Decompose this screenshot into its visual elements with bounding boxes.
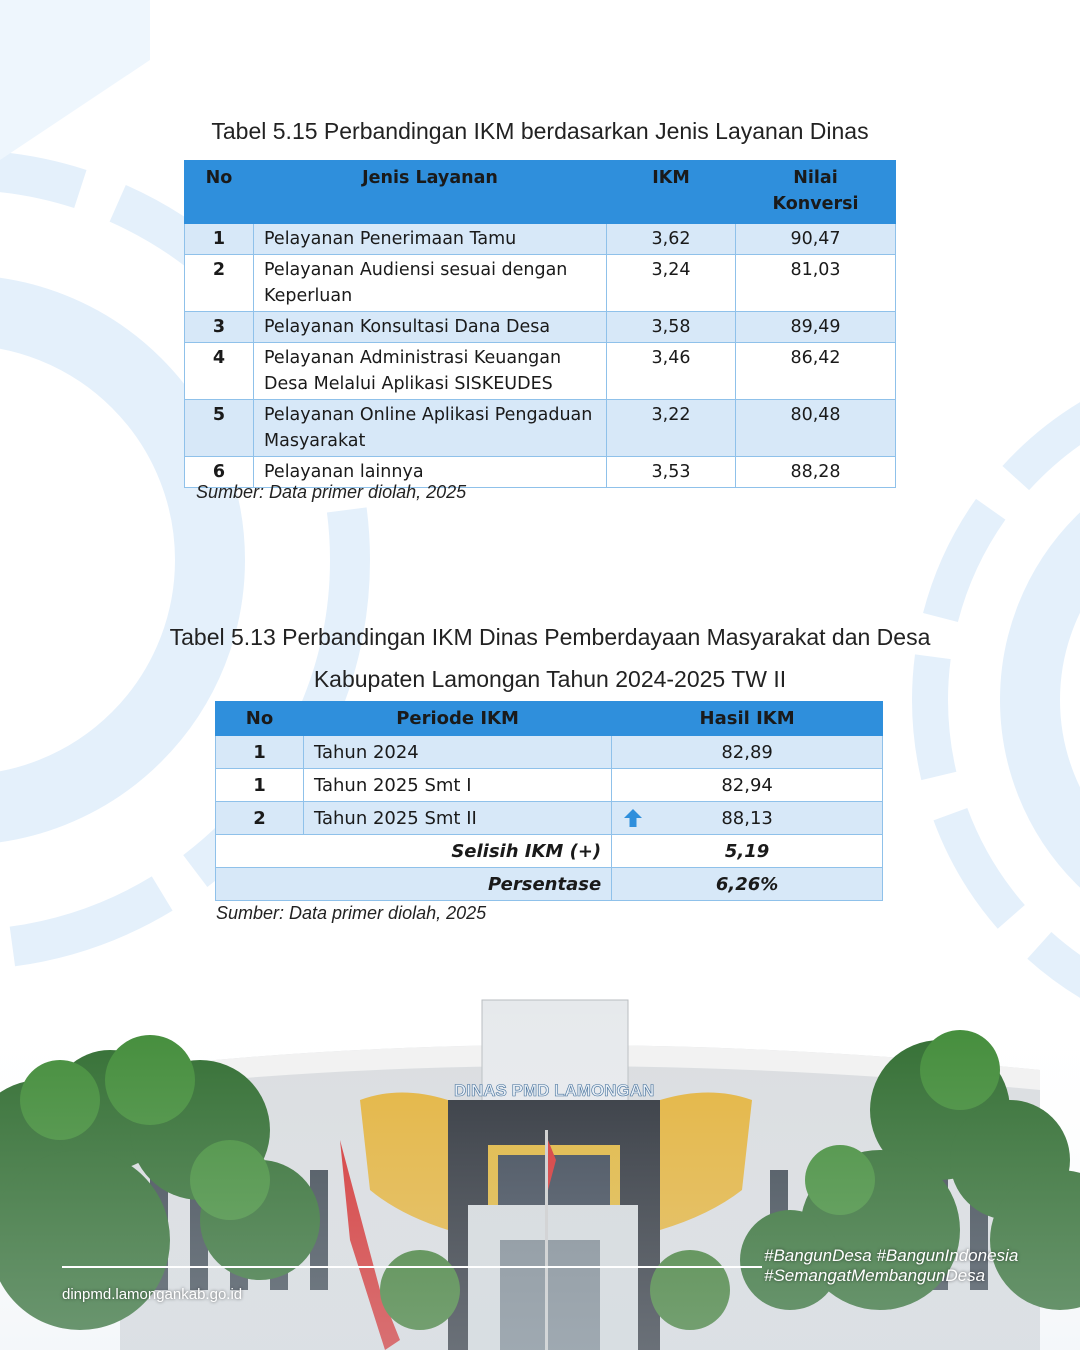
website-link[interactable]: dinpmd.lamongankab.go.id bbox=[62, 1286, 243, 1303]
table-row: 2 Pelayanan Audiensi sesuai dengan Keperluan 3,24 81,03 bbox=[185, 255, 896, 312]
table-header-row bbox=[185, 161, 896, 224]
periode-cell: Tahun 2025 Smt II bbox=[303, 802, 611, 835]
table-row: 1 Pelayanan Penerimaan Tamu 3,62 90,47 bbox=[185, 224, 896, 255]
hasil-cell: 82,89 bbox=[612, 736, 883, 769]
ikm-comparison-table bbox=[215, 701, 883, 901]
periode-cell: Tahun 2024 bbox=[303, 736, 611, 769]
building-sign: DINAS PMD LAMONGAN bbox=[454, 1081, 655, 1100]
header-ikm: IKM bbox=[607, 161, 736, 224]
selisih-row: Selisih IKM (+) 5,19 bbox=[216, 835, 883, 868]
table1-caption: Tabel 5.15 Perbandingan IKM berdasarkan Jenis Layanan Dinas bbox=[211, 118, 869, 144]
table-row: 4 Pelayanan Administrasi Keuangan Desa Melalui Aplikasi SISKEUDES 3,46 86,42 bbox=[185, 343, 896, 400]
footer-divider bbox=[62, 1266, 762, 1268]
table-row: 2 Tahun 2025 Smt II 88,13 bbox=[216, 802, 883, 835]
service-name: Pelayanan Administrasi Keuangan Desa Melalui Aplikasi SISKEUDES bbox=[254, 343, 607, 400]
table-header-row bbox=[216, 702, 883, 736]
service-name: Pelayanan Audiensi sesuai dengan Keperluan bbox=[254, 255, 607, 312]
hasil-cell: 88,13 bbox=[612, 802, 883, 835]
header-nilai-konversi: Nilai Konversi bbox=[736, 161, 896, 224]
persentase-row: Persentase 6,26% bbox=[216, 868, 883, 901]
header-no: No bbox=[185, 161, 254, 224]
arrow-up-icon bbox=[622, 807, 644, 829]
table-row: 5 Pelayanan Online Aplikasi Pengaduan Masyarakat 3,22 80,48 bbox=[185, 400, 896, 457]
periode-cell: Tahun 2025 Smt I bbox=[303, 769, 611, 802]
service-name: Pelayanan Konsultasi Dana Desa bbox=[254, 312, 607, 343]
service-name: Pelayanan Online Aplikasi Pengaduan Masyarakat bbox=[254, 400, 607, 457]
service-name: Pelayanan lainnya bbox=[254, 457, 607, 488]
table2-source: Sumber: Data primer diolah, 2025 bbox=[216, 903, 487, 923]
header-jenis-layanan: Jenis Layanan bbox=[254, 161, 607, 224]
table-row: 1 Tahun 2025 Smt I 82,94 bbox=[216, 769, 883, 802]
ikm-service-table bbox=[184, 160, 896, 488]
table1-source: Sumber: Data primer diolah, 2025 bbox=[196, 482, 467, 502]
service-name: Pelayanan Penerimaan Tamu bbox=[254, 224, 607, 255]
header-hasil: Hasil IKM bbox=[612, 702, 883, 736]
hasil-cell: 82,94 bbox=[612, 769, 883, 802]
table2-caption: Tabel 5.13 Perbandingan IKM Dinas Pemberdayaan Masyarakat dan Desa Kabupaten Lamongan Tahun 2024-2025 TW II bbox=[169, 624, 931, 692]
table-row: 3 Pelayanan Konsultasi Dana Desa 3,58 89,49 bbox=[185, 312, 896, 343]
header-no: No bbox=[216, 702, 304, 736]
header-periode: Periode IKM bbox=[303, 702, 611, 736]
table-row: 6 Pelayanan lainnya 3,53 88,28 bbox=[185, 457, 896, 488]
table-row: 1 Tahun 2024 82,89 bbox=[216, 736, 883, 769]
hashtags: #BangunDesa #BangunIndonesia #SemangatMembangunDesa bbox=[764, 1246, 1019, 1285]
